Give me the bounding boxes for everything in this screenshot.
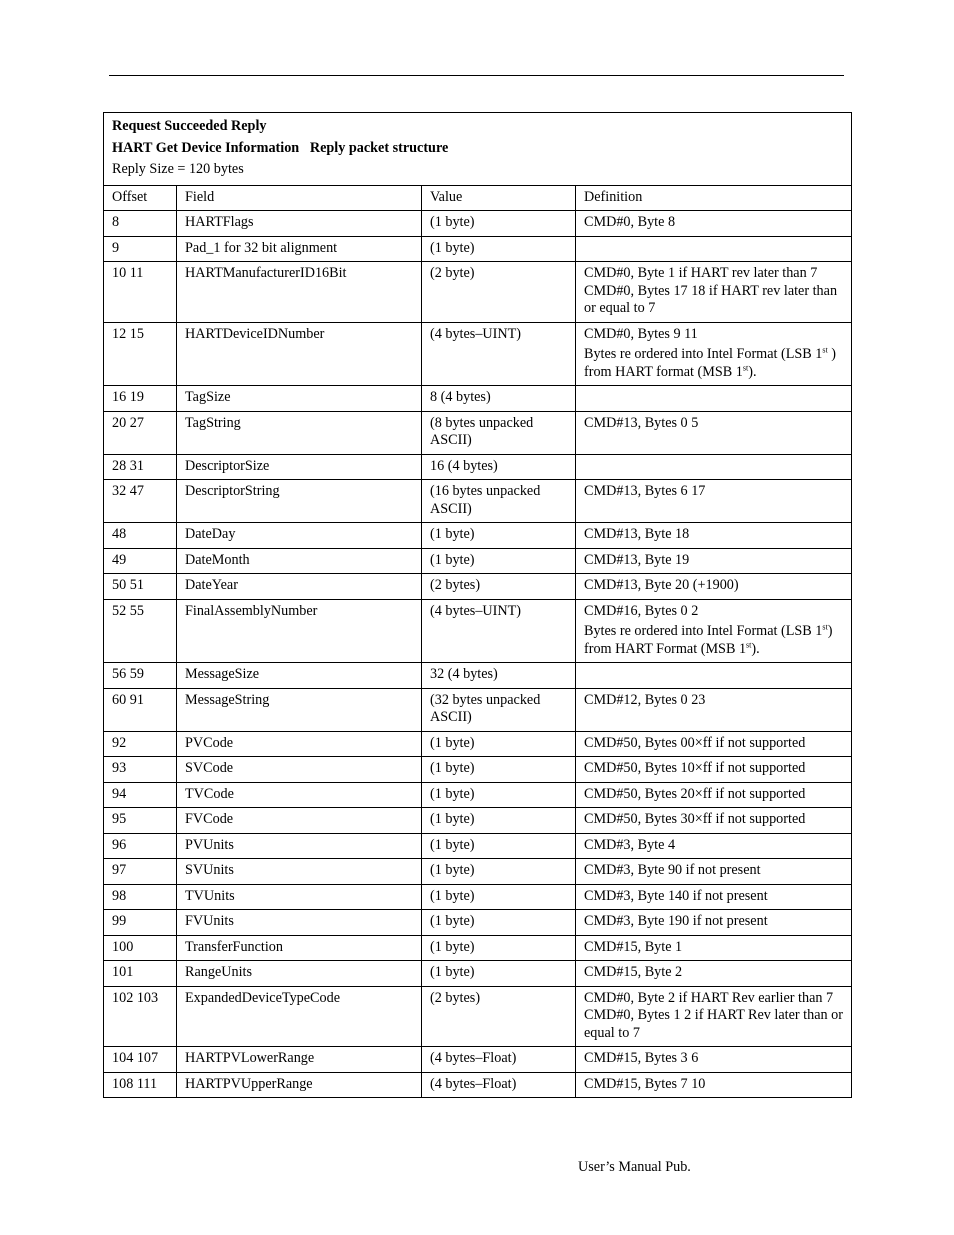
offset-cell: 98 [104,884,177,910]
superscript: st [822,345,828,355]
offset-cell: 96 [104,833,177,859]
offset-cell: 9 [104,236,177,262]
value-cell: (32 bytes unpacked ASCII) [422,688,576,731]
table-row [104,986,852,1047]
table-row [104,1072,852,1098]
table-row [104,935,852,961]
definition-cell [576,1072,852,1098]
field-cell: MessageString [177,688,422,731]
note-text: ) from HART format (MSB 1 [584,346,837,380]
value-cell: 16 (4 bytes) [422,454,576,480]
table-row [104,262,852,323]
table-row [104,480,852,523]
field-cell: TagSize [177,386,422,412]
field-cell: HARTDeviceIDNumber [177,322,422,386]
note-text: ) from HART Format (MSB 1 [584,623,833,657]
superscript: st [742,362,749,372]
table-row [104,910,852,936]
value-cell: (1 byte) [422,808,576,834]
offset-cell: 49 [104,548,177,574]
field-cell: FVCode [177,808,422,834]
offset-cell: 48 [104,523,177,549]
table-row [104,599,852,663]
structure-label: Reply packet structure [309,139,449,156]
definition-line: CMD#15, Bytes 7 10 [584,1075,706,1092]
field-cell: SVUnits [177,859,422,885]
col-header-offset: Offset [104,185,177,211]
footer-text: User’s Manual Pub. [578,1159,691,1175]
definition-byte-order-note [584,623,843,658]
offset-cell: 93 [104,757,177,783]
value-cell: (1 byte) [422,782,576,808]
offset-cell: 16 19 [104,386,177,412]
offset-cell: 50 51 [104,574,177,600]
value-cell: (1 byte) [422,523,576,549]
value-cell: (2 bytes) [422,986,576,1047]
definition-line: CMD#15, Byte 1 [584,938,683,955]
value-cell: (1 byte) [422,757,576,783]
col-header-definition: Definition [576,185,852,211]
definition-line: CMD#15, Bytes 3 6 [584,1050,699,1066]
offset-cell: 8 [104,211,177,237]
definition-line: CMD#0, Byte 1 if HART rev later than 7 [584,265,818,281]
reply-structure-table [103,112,852,1098]
value-cell: (1 byte) [422,910,576,936]
definition-line: CMD#13, Bytes 0 5 [584,414,699,431]
offset-cell: 102 103 [104,986,177,1047]
value-cell: (4 bytes–UINT) [422,322,576,386]
field-cell: DescriptorSize [177,454,422,480]
definition-line: CMD#3, Byte 90 if not present [584,862,761,878]
note-text: Bytes re ordered into Intel Format (LSB 1 [584,623,823,639]
definition-cell [576,480,852,523]
definition-cell [576,688,852,731]
offset-cell: 28 31 [104,454,177,480]
definition-line: CMD#12, Bytes 0 23 [584,691,706,708]
definition-line: CMD#15, Byte 2 [584,964,683,980]
value-cell: (1 byte) [422,236,576,262]
definition-line: CMD#0, Bytes 1 2 if HART Rev later than or equal to 7 [584,1007,843,1041]
table-row [104,782,852,808]
definition-cell [576,211,852,237]
definition-cell [576,236,852,262]
table-row [104,731,852,757]
offset-cell: 97 [104,859,177,885]
offset-cell: 95 [104,808,177,834]
col-header-field: Field [177,185,422,211]
value-cell: (1 byte) [422,548,576,574]
note-text: ). [751,640,760,657]
field-cell: DateMonth [177,548,422,574]
value-cell: (8 bytes unpacked ASCII) [422,411,576,454]
table-row [104,523,852,549]
field-cell: FVUnits [177,910,422,936]
definition-line: CMD#13, Byte 19 [584,551,690,568]
table-row [104,236,852,262]
column-header-row [104,185,852,211]
definition-cell [576,961,852,987]
definition-cell [576,910,852,936]
header-rule [109,75,844,76]
definition-cell [576,548,852,574]
table-body [104,211,852,1098]
field-cell: PVUnits [177,833,422,859]
table-row [104,386,852,412]
command-name: HART Get Device Information [112,139,300,156]
offset-cell: 101 [104,961,177,987]
definition-cell [576,322,852,386]
definition-cell [576,1047,852,1073]
value-cell: (16 bytes unpacked ASCII) [422,480,576,523]
definition-cell [576,986,852,1047]
note-text: ). [748,363,757,380]
definition-cell [576,757,852,783]
reply-size: Reply Size = 120 bytes [112,161,244,177]
definition-line: CMD#3, Byte 140 if not present [584,887,768,904]
table-row [104,322,852,386]
value-cell: (1 byte) [422,961,576,987]
field-cell: HARTPVLowerRange [177,1047,422,1073]
definition-line: CMD#0, Byte 2 if HART Rev earlier than 7 [584,989,834,1006]
definition-line: CMD#3, Byte 4 [584,836,676,853]
definition-cell [576,599,852,663]
offset-cell: 32 47 [104,480,177,523]
offset-cell: 20 27 [104,411,177,454]
table-row [104,454,852,480]
col-header-value: Value [422,185,576,211]
offset-cell: 12 15 [104,322,177,386]
field-cell: Pad_1 for 32 bit alignment [177,236,422,262]
value-cell: (2 byte) [422,262,576,323]
field-cell: TransferFunction [177,935,422,961]
definition-cell [576,935,852,961]
definition-cell [576,262,852,323]
value-cell: (1 byte) [422,884,576,910]
definition-cell [576,454,852,480]
table-row [104,211,852,237]
table-title-row [104,113,852,186]
table-row [104,574,852,600]
field-cell: PVCode [177,731,422,757]
table-row [104,859,852,885]
table-row [104,757,852,783]
definition-cell [576,731,852,757]
definition-line: CMD#50, Bytes 20×ff if not supported [584,785,806,802]
value-cell: (4 bytes–Float) [422,1047,576,1073]
value-cell: (1 byte) [422,211,576,237]
offset-cell: 92 [104,731,177,757]
offset-cell: 60 91 [104,688,177,731]
table-row [104,411,852,454]
field-cell: SVCode [177,757,422,783]
definition-line: CMD#50, Bytes 00×ff if not supported [584,734,806,751]
table-row [104,884,852,910]
definition-cell [576,808,852,834]
value-cell: (1 byte) [422,935,576,961]
field-cell: DateDay [177,523,422,549]
offset-cell: 99 [104,910,177,936]
definition-line: CMD#16, Bytes 0 2 [584,602,699,619]
value-cell: (1 byte) [422,833,576,859]
field-cell: TagString [177,411,422,454]
field-cell: DateYear [177,574,422,600]
field-cell: TVCode [177,782,422,808]
definition-cell [576,884,852,910]
field-cell: ExpandedDeviceTypeCode [177,986,422,1047]
reply-title: Request Succeeded Reply [112,118,267,134]
note-text: Bytes re ordered into Intel Format (LSB 1 [584,346,823,362]
definition-line: CMD#0, Byte 8 [584,214,676,230]
superscript: st [746,639,752,649]
definition-cell [576,411,852,454]
value-cell: 8 (4 bytes) [422,386,576,412]
definition-line: CMD#0, Bytes 17 18 if HART rev later than or equal to 7 [584,282,838,316]
definition-cell [576,574,852,600]
field-cell: HARTManufacturerID16Bit [177,262,422,323]
offset-cell: 100 [104,935,177,961]
table-row [104,688,852,731]
definition-cell [576,663,852,689]
field-cell: HARTFlags [177,211,422,237]
field-cell: RangeUnits [177,961,422,987]
definition-line: CMD#3, Byte 190 if not present [584,913,768,929]
definition-byte-order-note [584,346,843,381]
definition-cell [576,386,852,412]
field-cell: HARTPVUpperRange [177,1072,422,1098]
offset-cell: 10 11 [104,262,177,323]
offset-cell: 104 107 [104,1047,177,1073]
table-row [104,833,852,859]
offset-cell: 56 59 [104,663,177,689]
table-row [104,1047,852,1073]
table-row [104,548,852,574]
offset-cell: 108 111 [104,1072,177,1098]
definition-line: CMD#13, Bytes 6 17 [584,483,706,499]
offset-cell: 52 55 [104,599,177,663]
field-cell: MessageSize [177,663,422,689]
value-cell: 32 (4 bytes) [422,663,576,689]
table-row [104,663,852,689]
definition-line: CMD#0, Bytes 9 11 [584,325,698,342]
definition-cell [576,859,852,885]
field-cell: FinalAssemblyNumber [177,599,422,663]
definition-cell [576,833,852,859]
definition-line: CMD#50, Bytes 30×ff if not supported [584,811,806,827]
value-cell: (1 byte) [422,859,576,885]
value-cell: (4 bytes–UINT) [422,599,576,663]
reply-subtitle [112,138,843,160]
field-cell: TVUnits [177,884,422,910]
offset-cell: 94 [104,782,177,808]
definition-line: CMD#13, Byte 18 [584,526,690,542]
value-cell: (2 bytes) [422,574,576,600]
table-row [104,808,852,834]
value-cell: (4 bytes–Float) [422,1072,576,1098]
definition-cell [576,523,852,549]
value-cell: (1 byte) [422,731,576,757]
superscript: st [822,622,828,632]
definition-line: CMD#50, Bytes 10×ff if not supported [584,760,806,776]
definition-line: CMD#13, Byte 20 (+1900) [584,577,739,593]
definition-cell [576,782,852,808]
table-row [104,961,852,987]
field-cell: DescriptorString [177,480,422,523]
table-title-cell [104,113,852,186]
